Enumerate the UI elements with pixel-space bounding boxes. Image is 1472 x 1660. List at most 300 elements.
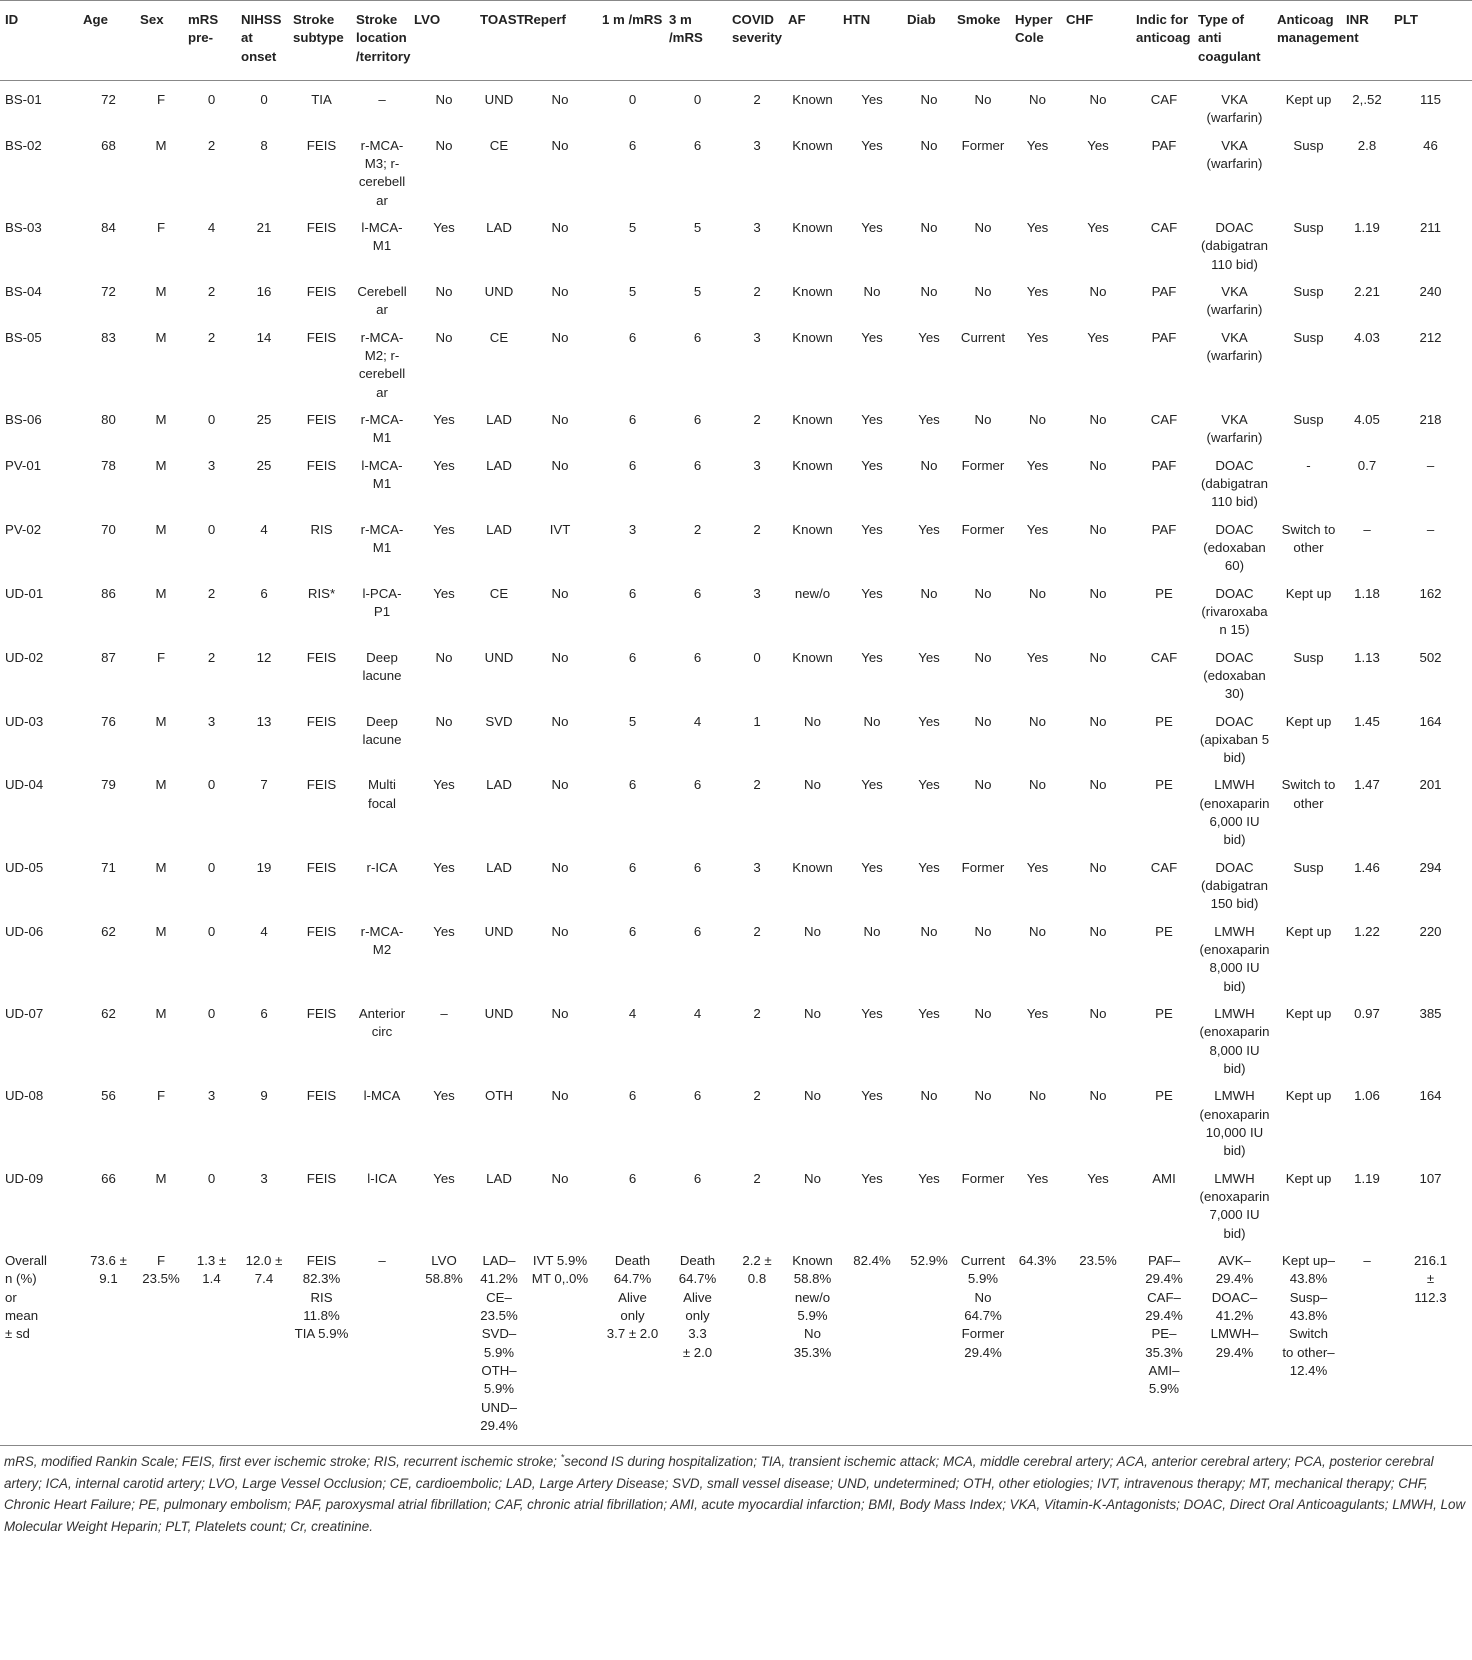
table-cell: 3 <box>753 585 761 601</box>
patient-id-cell: UD-05 <box>5 859 44 875</box>
table-cell: 8 <box>260 137 268 153</box>
overall-cell: 23.5% <box>1079 1253 1117 1269</box>
table-cell: 21 <box>256 219 272 235</box>
table-cell: Kept up <box>1285 91 1332 107</box>
table-cell: Yes <box>433 1088 455 1104</box>
table-cell: 3 <box>207 1088 216 1104</box>
overall-cell: FEIS 82.3% RIS 11.8% TIA 5.9% <box>294 1253 349 1342</box>
table-cell: No <box>920 457 938 473</box>
table-cell: Yes <box>1026 1170 1049 1186</box>
column-header: Smoke <box>954 0 1012 80</box>
table-row <box>0 1166 1472 1248</box>
table-cell: 4.05 <box>1354 411 1380 427</box>
table-cell: No <box>1089 777 1107 793</box>
table-cell: – <box>440 1006 448 1022</box>
table-cell: M <box>155 521 167 537</box>
table-cell: 6 <box>693 585 702 601</box>
overall-cell: 1.3 ± 1.4 <box>196 1253 227 1287</box>
table-cell: 5 <box>628 219 637 235</box>
patient-id-cell: UD-02 <box>5 649 44 665</box>
table-cell: LAD <box>486 859 512 875</box>
table-cell: No <box>551 649 569 665</box>
table-cell: PAF <box>1151 329 1177 345</box>
table-cell: Yes <box>1026 137 1049 153</box>
table-cell: M <box>155 585 167 601</box>
table-cell: SVD <box>485 713 513 729</box>
table-cell: No <box>974 1088 992 1104</box>
table-cell: 62 <box>101 923 116 939</box>
table-cell: 7 <box>260 777 268 793</box>
table-cell: 6 <box>693 137 702 153</box>
table-cell: 2 <box>753 411 761 427</box>
patient-id-cell: BS-04 <box>5 283 42 299</box>
table-cell: 13 <box>256 713 272 729</box>
table-cell: Yes <box>433 1170 455 1186</box>
table-cell: r-ICA <box>366 859 398 875</box>
table-cell: 3 <box>753 457 761 473</box>
table-row <box>0 215 1472 279</box>
table-cell: F <box>156 91 166 107</box>
table-cell: No <box>1089 923 1107 939</box>
table-cell: 0 <box>207 923 216 939</box>
table-cell: 3 <box>207 713 216 729</box>
table-cell: 6 <box>693 1088 702 1104</box>
table-cell: Yes <box>861 1170 883 1186</box>
table-cell: No <box>804 1088 821 1104</box>
table-cell: Yes <box>918 411 940 427</box>
table-cell: 220 <box>1419 923 1442 939</box>
overall-cell: IVT 5.9% MT 0,.0% <box>531 1253 589 1287</box>
table-cell: No <box>863 923 881 939</box>
footnote-asterisk: * <box>560 1452 565 1463</box>
table-cell: Known <box>792 521 833 537</box>
table-cell: Yes <box>1026 649 1049 665</box>
table-cell: Yes <box>433 585 455 601</box>
table-cell: l-MCA-M1 <box>361 219 403 254</box>
table-cell: Susp <box>1293 219 1324 235</box>
table-cell: No <box>1089 457 1107 473</box>
column-header: Stroke location /territory <box>353 0 411 80</box>
table-cell: No <box>551 859 569 875</box>
table-cell: 6 <box>628 585 637 601</box>
table-cell: No <box>974 219 992 235</box>
table-cell: 56 <box>101 1088 116 1104</box>
table-cell: 4 <box>260 521 268 537</box>
table-cell: No <box>551 219 569 235</box>
table-cell: No <box>1089 411 1107 427</box>
table-cell: Anterior circ <box>358 1006 406 1040</box>
table-cell: VKA (warfarin) <box>1206 329 1263 363</box>
table-cell: Kept up <box>1285 1170 1332 1186</box>
table-cell: TIA <box>311 91 332 107</box>
patient-id-cell: PV-01 <box>5 457 42 473</box>
table-cell: No <box>1029 713 1046 729</box>
table-cell: 2 <box>753 777 761 793</box>
column-header: PLT <box>1391 0 1472 80</box>
table-cell: RIS <box>310 521 333 537</box>
table-cell: CAF <box>1150 649 1178 665</box>
table-cell: No <box>974 411 992 427</box>
table-cell: CAF <box>1150 219 1178 235</box>
table-cell: No <box>551 457 569 473</box>
table-cell: 3 <box>260 1170 268 1186</box>
table-cell: 5 <box>693 219 702 235</box>
table-cell: 70 <box>101 521 116 537</box>
table-cell: 6 <box>693 411 702 427</box>
table-cell: Known <box>792 859 833 875</box>
column-header: HTN <box>840 0 904 80</box>
table-cell: Yes <box>861 91 883 107</box>
table-cell: 2.8 <box>1357 137 1377 153</box>
table-cell: 2 <box>693 521 702 537</box>
table-cell: 87 <box>101 649 116 665</box>
table-cell: UND <box>484 923 514 939</box>
table-cell: No <box>551 283 569 299</box>
table-cell: No <box>1089 521 1107 537</box>
table-cell: No <box>974 649 992 665</box>
table-cell: LAD <box>486 411 512 427</box>
table-cell: 2 <box>207 585 216 601</box>
table-cell: FEIS <box>306 649 337 665</box>
table-cell: FEIS <box>306 329 337 345</box>
table-cell: No <box>551 329 569 345</box>
table-cell: FEIS <box>306 411 337 427</box>
table-cell: 66 <box>101 1170 116 1186</box>
table-cell: RIS* <box>307 585 336 601</box>
table-cell: Known <box>792 219 833 235</box>
table-cell: 1.22 <box>1354 923 1380 939</box>
patient-id-cell: PV-02 <box>5 521 42 537</box>
column-header: Anticoag management <box>1274 0 1343 80</box>
overall-cell: – <box>1363 1253 1371 1269</box>
table-cell: No <box>1089 649 1107 665</box>
table-cell: No <box>974 1006 992 1022</box>
table-cell: Kept up <box>1285 713 1332 729</box>
table-cell: Yes <box>1026 329 1049 345</box>
table-cell: 1.47 <box>1354 777 1380 793</box>
table-cell: Deep lacune <box>362 713 402 747</box>
table-cell: PE <box>1155 713 1173 729</box>
column-header: Stroke subtype <box>290 0 353 80</box>
table-cell: 2 <box>207 649 216 665</box>
table-cell: 0 <box>693 91 702 107</box>
table-cell: Yes <box>861 411 883 427</box>
table-row <box>0 80 1472 132</box>
table-cell: Known <box>792 457 833 473</box>
table-row <box>0 581 1472 645</box>
overall-cell: 64.3% <box>1018 1253 1057 1269</box>
table-cell: FEIS <box>306 1006 337 1022</box>
table-cell: No <box>974 923 992 939</box>
table-cell: No <box>920 283 938 299</box>
table-cell: Known <box>792 329 833 345</box>
table-cell: Yes <box>1026 457 1049 473</box>
table-cell: 83 <box>101 329 116 345</box>
table-cell: No <box>1029 91 1046 107</box>
table-cell: 1.46 <box>1354 859 1380 875</box>
table-cell: CE <box>489 137 509 153</box>
table-cell: 164 <box>1419 1088 1442 1104</box>
table-cell: Kept up <box>1285 1006 1332 1022</box>
patient-id-cell: UD-01 <box>5 585 44 601</box>
table-cell: LAD <box>486 1170 512 1186</box>
table-cell: No <box>435 713 453 729</box>
table-cell: CE <box>489 329 509 345</box>
table-cell: No <box>974 777 992 793</box>
table-cell: Switch to other <box>1281 777 1336 811</box>
table-row <box>0 407 1472 453</box>
table-cell: 76 <box>101 713 116 729</box>
table-cell: 6 <box>693 859 702 875</box>
table-cell: 68 <box>101 137 116 153</box>
table-cell: 78 <box>101 457 116 473</box>
table-cell: 14 <box>256 329 272 345</box>
table-cell: 1.13 <box>1354 649 1380 665</box>
table-cell: FEIS <box>306 1170 337 1186</box>
table-cell: 2 <box>753 283 761 299</box>
table-cell: Susp <box>1293 329 1324 345</box>
table-cell: No <box>1029 923 1046 939</box>
table-cell: 6 <box>693 329 702 345</box>
table-row <box>0 709 1472 773</box>
table-cell: – <box>1426 521 1435 537</box>
table-cell: FEIS <box>306 713 337 729</box>
table-cell: Yes <box>918 1006 940 1022</box>
column-header: ID <box>0 0 80 80</box>
table-cell: 0 <box>207 777 216 793</box>
table-cell: No <box>974 713 992 729</box>
table-cell: Susp <box>1293 649 1324 665</box>
table-cell: 84 <box>101 219 116 235</box>
patient-id-cell: BS-05 <box>5 329 42 345</box>
footnote-rule <box>0 1445 1472 1446</box>
table-cell: Kept up <box>1285 585 1332 601</box>
table-cell: 6 <box>260 585 268 601</box>
table-cell: 3 <box>753 329 761 345</box>
table-cell: 86 <box>101 585 116 601</box>
table-row <box>0 919 1472 1001</box>
column-header: Type of anti coagulant <box>1195 0 1274 80</box>
table-cell: No <box>551 923 569 939</box>
table-cell: No <box>551 713 569 729</box>
table-cell: VKA (warfarin) <box>1206 91 1263 126</box>
table-cell: M <box>155 1170 167 1186</box>
table-cell: 25 <box>256 457 272 473</box>
table-cell: 0 <box>207 521 216 537</box>
column-header: NIHSS at onset <box>238 0 290 80</box>
table-cell: Susp <box>1293 283 1324 299</box>
table-cell: FEIS <box>306 777 337 793</box>
table-cell: 72 <box>101 283 116 299</box>
table-cell: PE <box>1155 1006 1173 1022</box>
table-cell: l-MCA <box>363 1088 401 1104</box>
table-cell: PAF <box>1151 457 1177 473</box>
column-header: Sex <box>137 0 185 80</box>
table-cell: LAD <box>486 457 512 473</box>
table-cell: 6 <box>693 649 702 665</box>
table-cell: CAF <box>1150 859 1178 875</box>
overall-cell: AVK– 29.4% DOAC– 41.2% LMWH– 29.4% <box>1210 1253 1259 1360</box>
table-row <box>0 772 1472 854</box>
table-cell: Yes <box>1026 219 1049 235</box>
table-body <box>0 80 1472 1445</box>
table-cell: 46 <box>1423 137 1438 153</box>
table-cell: M <box>155 457 167 473</box>
table-cell: Yes <box>861 649 883 665</box>
table-cell: UND <box>484 283 514 299</box>
table-cell: 0 <box>207 1006 216 1022</box>
table-cell: VKA (warfarin) <box>1206 411 1263 446</box>
table-cell: 4.03 <box>1354 329 1380 345</box>
table-cell: Yes <box>918 859 940 875</box>
table-cell: 4 <box>260 923 268 939</box>
table-cell: LAD <box>486 219 512 235</box>
table-cell: Known <box>792 91 833 107</box>
table-cell: 2 <box>207 329 216 345</box>
table-cell: 0.7 <box>1357 457 1377 473</box>
table-cell: 79 <box>101 777 116 793</box>
table-cell: DOAC (dabigatran 110 bid) <box>1201 457 1268 510</box>
table-cell: 12 <box>256 649 272 665</box>
table-cell: M <box>155 137 167 153</box>
table-cell: Known <box>792 649 833 665</box>
table-row <box>0 133 1472 215</box>
overall-cell: 52.9% <box>910 1253 948 1269</box>
table-cell: Yes <box>433 521 455 537</box>
table-cell: Yes <box>433 859 455 875</box>
table-cell: 6 <box>628 649 637 665</box>
table-cell: No <box>1089 585 1107 601</box>
table-cell: LMWH (enoxaparin 8,000 IU bid) <box>1199 1006 1270 1077</box>
table-cell: UND <box>484 91 514 107</box>
table-cell: 0 <box>207 91 216 107</box>
table-cell: 2,.52 <box>1352 91 1382 107</box>
table-cell: No <box>920 219 938 235</box>
table-cell: No <box>920 137 938 153</box>
table-cell: l-ICA <box>367 1170 397 1186</box>
table-cell: 6 <box>260 1006 268 1022</box>
table-cell: 0 <box>260 91 268 107</box>
column-header: TOAST <box>477 0 521 80</box>
table-cell: 2 <box>207 283 216 299</box>
table-cell: F <box>156 1088 166 1104</box>
table-cell: 2 <box>753 1170 761 1186</box>
table-cell: DOAC (dabigatran 110 bid) <box>1201 219 1268 272</box>
table-cell: No <box>551 411 569 427</box>
table-cell: Yes <box>1026 283 1049 299</box>
table-cell: No <box>863 283 881 299</box>
table-cell: Yes <box>861 521 883 537</box>
table-cell: 4 <box>693 713 702 729</box>
table-cell: Yes <box>918 649 940 665</box>
table-cell: 1.19 <box>1354 1170 1380 1186</box>
footnote-text-end: second IS during hospitalization; TIA, transient ischemic attack; MCA, middle cerebral artery; ACA, anterior cerebral artery; PCA, posterior cerebral artery; ICA, internal carotid artery; LVO, Large Vessel Occlusion; CE, cardioembolic; LAD, Large Artery Disease; SVD, small vessel disease; UND, undetermined; OTH, other etiologies; IVT, intravenous therapy; MT, mechanical therapy; CHF, Chronic Heart Failure; PE, pulmonary embolism; PAF, paroxysmal atrial fibrillation; CAF, chronic atrial fibrillation; AMI, acute myocardial infarction; BMI, Body Mass Index; VKA, Vitamin-K-Antagonists; DOAC, Direct Oral Anticoagulants; LMWH, Low Molecular Weight Heparin; PLT, Platelets count; Cr, creatinine. <box>4 1454 1466 1534</box>
table-cell: Former <box>961 457 1005 473</box>
table-cell: Susp <box>1293 411 1324 427</box>
table-cell: FEIS <box>306 923 337 939</box>
table-cell: 2.21 <box>1354 283 1380 299</box>
table-cell: 212 <box>1419 329 1442 345</box>
table-cell: 6 <box>628 859 637 875</box>
table-cell: UND <box>484 1006 514 1022</box>
table-cell: OTH <box>485 1088 513 1104</box>
table-cell: No <box>804 923 821 939</box>
table-cell: Former <box>961 137 1005 153</box>
table-cell: Cerebellar <box>357 283 407 318</box>
table-cell: M <box>155 713 167 729</box>
table-cell: 5 <box>693 283 702 299</box>
table-cell: M <box>155 859 167 875</box>
table-cell: Yes <box>861 777 883 793</box>
table-cell: IVT <box>549 521 571 537</box>
table-cell: 6 <box>628 1088 637 1104</box>
patient-id-cell: UD-04 <box>5 777 44 793</box>
table-cell: 6 <box>693 923 702 939</box>
table-row <box>0 517 1472 581</box>
table-cell: M <box>155 923 167 939</box>
table-cell: Former <box>961 859 1005 875</box>
table-cell: Former <box>961 1170 1005 1186</box>
table-cell: LMWH (enoxaparin 10,000 IU bid) <box>1199 1088 1270 1159</box>
table-cell: 0 <box>753 649 761 665</box>
table-cell: Known <box>792 137 833 153</box>
table-cell: Yes <box>861 329 883 345</box>
patient-id-cell: BS-01 <box>5 91 42 107</box>
table-cell: UND <box>484 649 514 665</box>
table-cell: Yes <box>433 457 455 473</box>
overall-cell: 73.6 ± 9.1 <box>90 1253 127 1287</box>
table-cell: VKA (warfarin) <box>1206 137 1263 171</box>
table-cell: Yes <box>918 521 940 537</box>
table-cell: No <box>551 777 569 793</box>
table-cell: 6 <box>628 329 637 345</box>
overall-cell: 2.2 ± 0.8 <box>742 1253 772 1287</box>
table-cell: 0.97 <box>1354 1006 1380 1022</box>
table-cell: DOAC (dabigatran 150 bid) <box>1201 859 1268 912</box>
table-cell: No <box>1089 283 1107 299</box>
table-cell: LAD <box>486 777 512 793</box>
table-cell: – <box>1426 457 1435 473</box>
table-cell: - <box>1306 457 1311 473</box>
column-header: CHF <box>1063 0 1133 80</box>
table-cell: 19 <box>256 859 272 875</box>
table-cell: Yes <box>1026 859 1049 875</box>
table-footnote <box>4 1451 1466 1537</box>
table-cell: 72 <box>101 91 116 107</box>
table-row <box>0 1001 1472 1083</box>
table-cell: No <box>551 91 569 107</box>
table-cell: Yes <box>861 457 883 473</box>
table-cell: 4 <box>693 1006 702 1022</box>
table-cell: DOAC (apixaban 5 bid) <box>1199 713 1270 766</box>
patient-id-cell: UD-09 <box>5 1170 44 1186</box>
table-cell: No <box>551 1170 569 1186</box>
table-cell: – <box>378 91 386 107</box>
table-cell: Yes <box>1026 521 1049 537</box>
table-cell: F <box>156 219 166 235</box>
overall-cell: – <box>378 1253 386 1269</box>
table-cell: 80 <box>101 411 116 427</box>
table-cell: No <box>551 585 569 601</box>
table-cell: 211 <box>1419 219 1442 235</box>
patient-id-cell: UD-08 <box>5 1088 44 1104</box>
table-cell: r-MCA-M2; r-cerebellar <box>358 329 406 400</box>
table-cell: No <box>1029 585 1046 601</box>
table-cell: PE <box>1155 923 1173 939</box>
table-cell: No <box>974 585 992 601</box>
overall-summary-row <box>0 1248 1472 1445</box>
column-header: LVO <box>411 0 477 80</box>
